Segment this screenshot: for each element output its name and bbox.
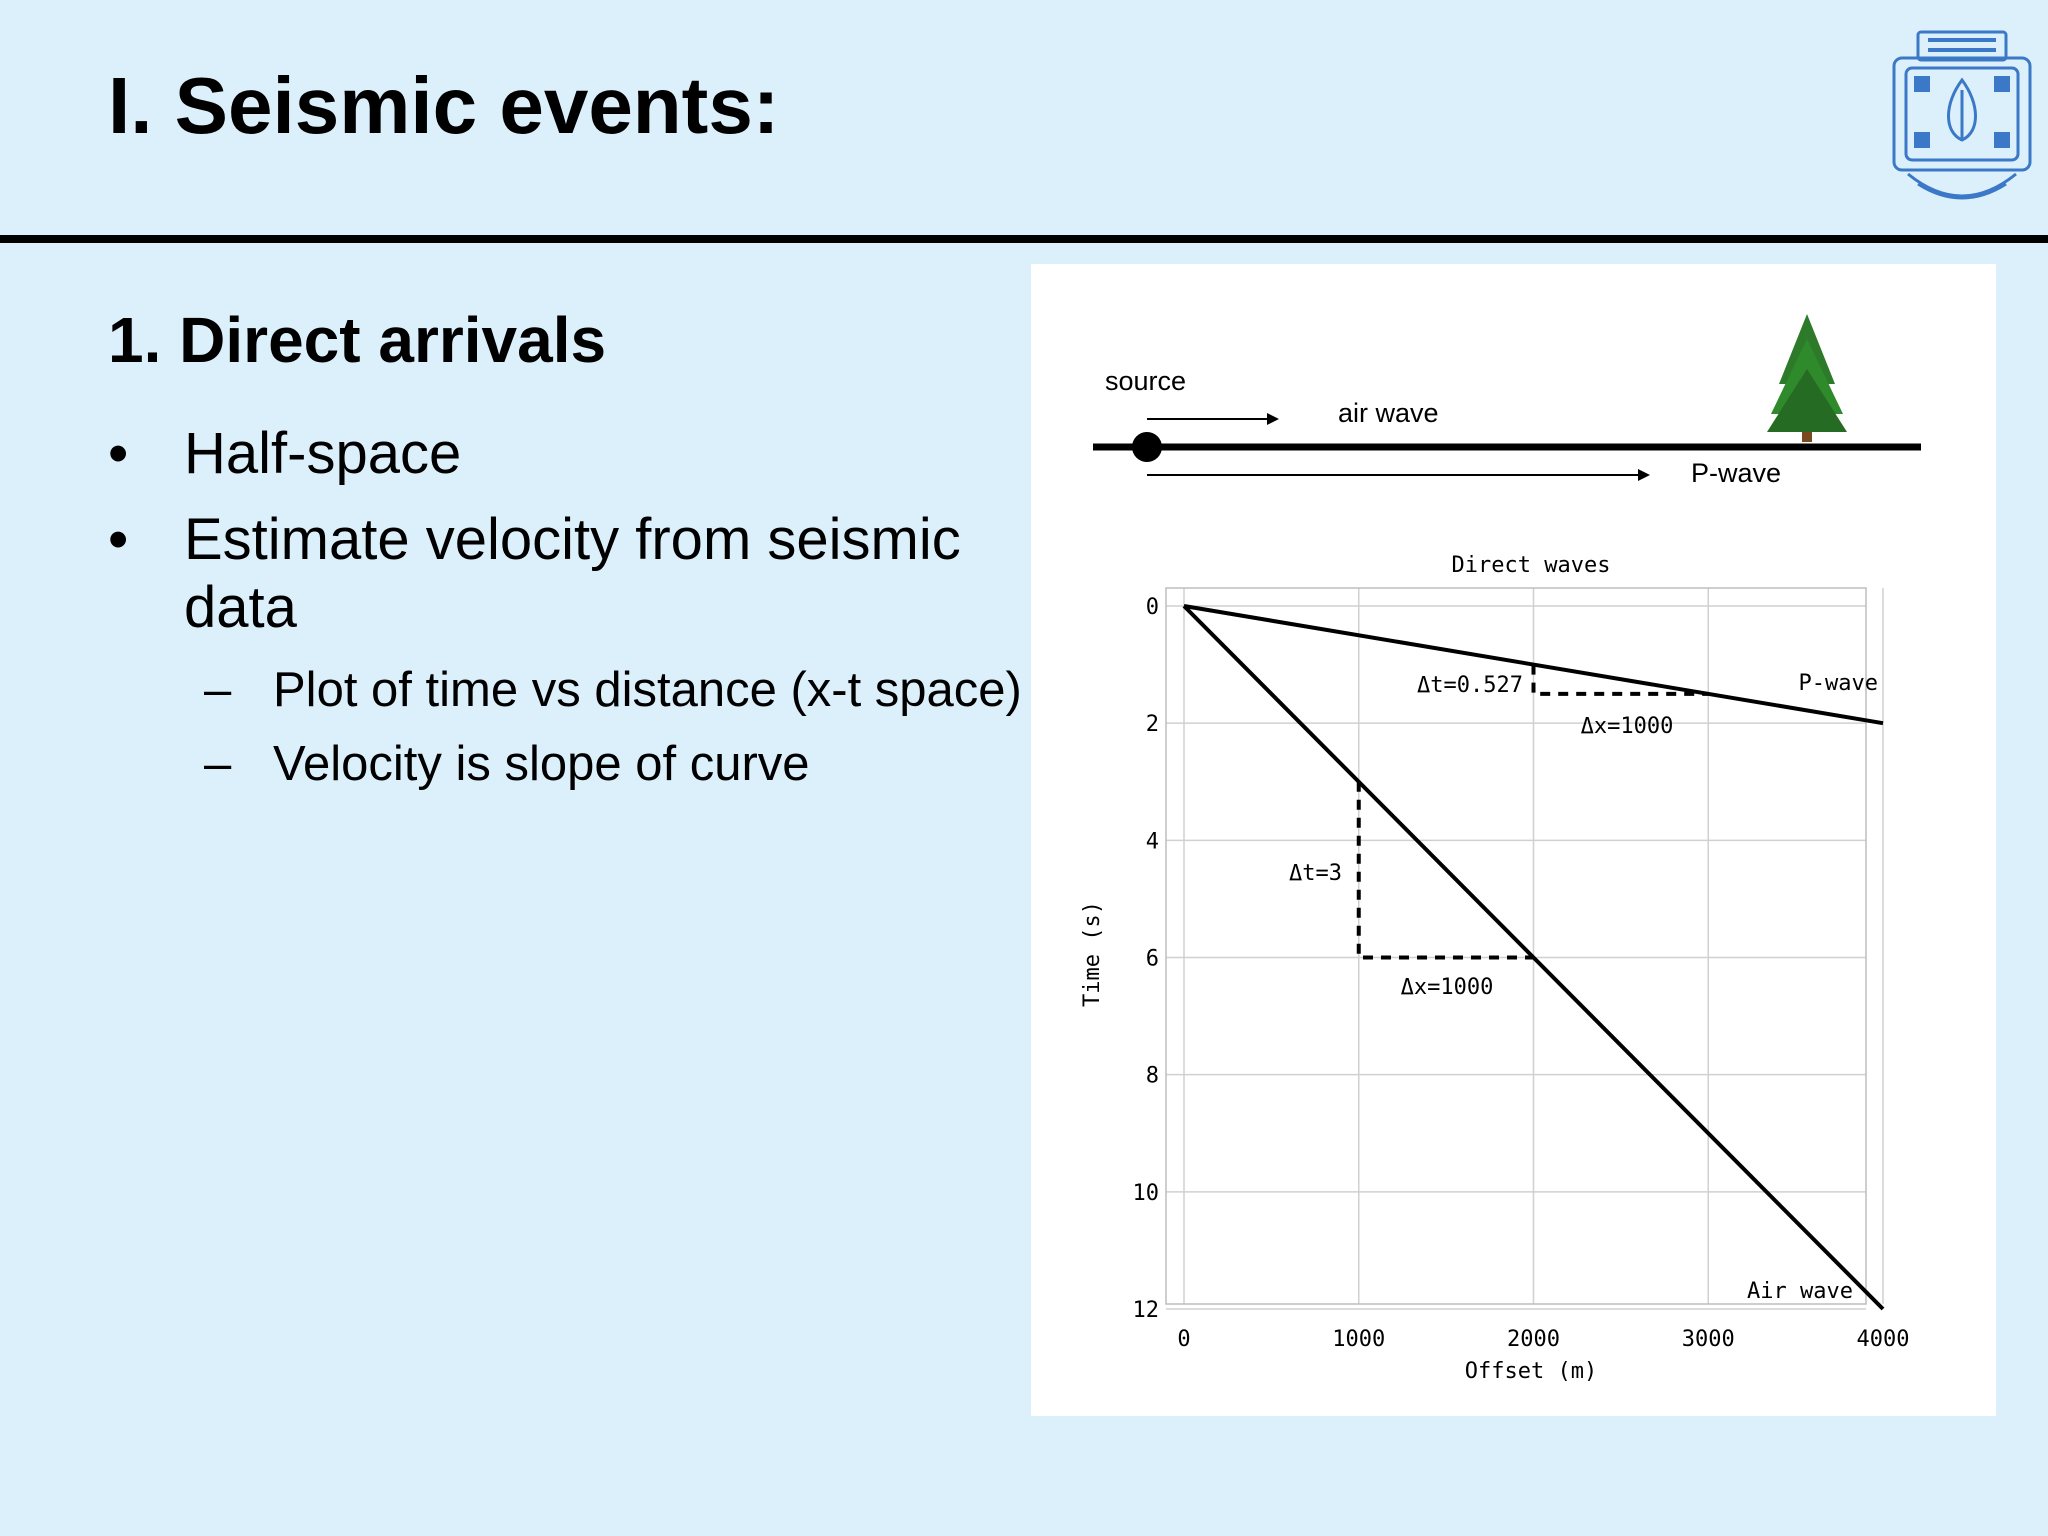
chart-title: Direct waves bbox=[1451, 553, 1611, 578]
section-heading: 1. Direct arrivals bbox=[108, 304, 607, 376]
y-tick-label: 6 bbox=[1145, 946, 1159, 972]
bullet-text: Half-space bbox=[184, 421, 462, 486]
delta-x-label: Δx=1000 bbox=[1400, 975, 1494, 1000]
source-dot bbox=[1132, 432, 1162, 462]
y-axis-label: Time (s) bbox=[1080, 901, 1105, 1007]
tree-icon bbox=[1767, 314, 1847, 442]
bullet-marker: • bbox=[108, 421, 129, 486]
sub-bullet-item bbox=[108, 734, 1068, 794]
bullet-text: Estimate velocity from seismic data bbox=[184, 507, 961, 640]
figure-panel bbox=[1031, 264, 1996, 1416]
sub-bullet-item bbox=[108, 660, 1068, 720]
p-wave-series-label: P-wave bbox=[1798, 671, 1878, 696]
air-wave-series-label: Air wave bbox=[1747, 1279, 1853, 1304]
direct-waves-chart bbox=[1080, 553, 1909, 1384]
delta-x-label: Δx=1000 bbox=[1580, 714, 1674, 739]
wave-schematic bbox=[1093, 314, 1921, 488]
x-tick-label: 1000 bbox=[1332, 1327, 1386, 1352]
x-tick-label: 4000 bbox=[1856, 1327, 1910, 1352]
x-tick-label: 2000 bbox=[1507, 1327, 1560, 1352]
y-tick-label: 10 bbox=[1132, 1180, 1159, 1206]
y-tick-label: 0 bbox=[1145, 595, 1159, 620]
y-tick-label: 12 bbox=[1132, 1298, 1159, 1323]
sub-bullet-marker: – bbox=[204, 737, 232, 791]
x-tick-label: 3000 bbox=[1681, 1327, 1735, 1352]
p-wave-label: P-wave bbox=[1691, 458, 1782, 488]
y-tick-label: 2 bbox=[1145, 712, 1159, 738]
source-label: source bbox=[1105, 366, 1187, 396]
figure-svg bbox=[1031, 264, 1996, 1416]
sub-bullet-text: Velocity is slope of curve bbox=[273, 737, 810, 791]
y-tick-label: 4 bbox=[1145, 829, 1159, 855]
x-axis-label: Offset (m) bbox=[1464, 1359, 1598, 1384]
delta-t-label: Δt=0.527 bbox=[1417, 673, 1523, 698]
air-wave-label: air wave bbox=[1338, 398, 1439, 428]
title-divider bbox=[0, 235, 2048, 243]
slide-title: I. Seismic events: bbox=[108, 61, 780, 150]
bullet-list bbox=[108, 420, 1068, 808]
chart-annotations bbox=[1289, 665, 1708, 1000]
bullet-item bbox=[108, 506, 1064, 642]
sub-bullet-text: Plot of time vs distance (x-t space) bbox=[273, 663, 1022, 717]
x-tick-label: 0 bbox=[1177, 1327, 1191, 1352]
bullet-marker: • bbox=[108, 507, 129, 572]
university-logo-icon bbox=[1888, 28, 2036, 212]
sub-bullet-marker: – bbox=[204, 663, 232, 717]
bullet-item bbox=[108, 420, 1068, 488]
y-tick-label: 8 bbox=[1145, 1063, 1159, 1089]
delta-t-label: Δt=3 bbox=[1289, 861, 1342, 886]
